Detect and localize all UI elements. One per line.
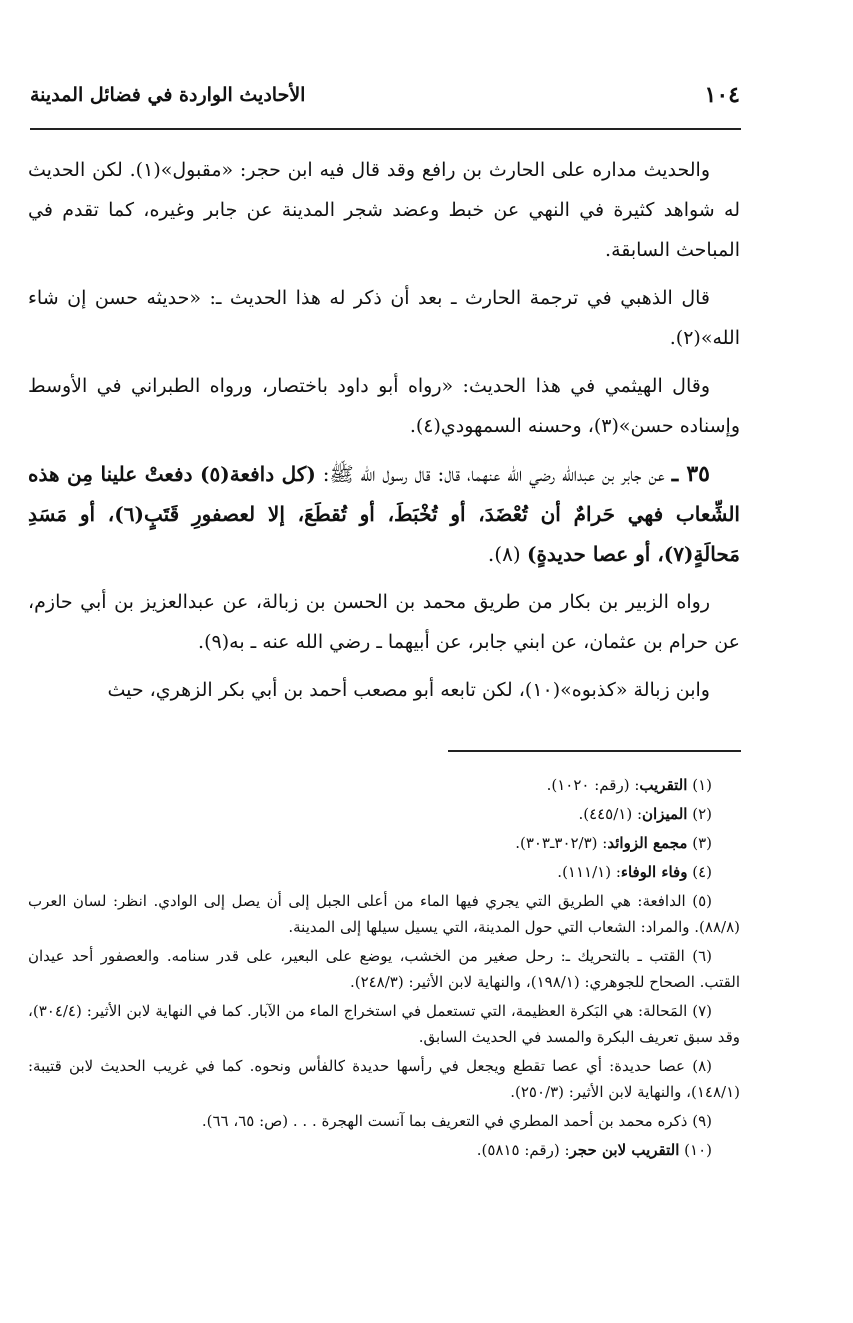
footnote-number: (١) xyxy=(692,776,712,794)
footnote-text: ذكره محمد بن أحمد المطري في التعريف بما آنست الهجرة . . . (ص: ٦٥، ٦٦). xyxy=(201,1112,688,1130)
header-rule xyxy=(30,128,741,130)
footnote-number: (٨) xyxy=(692,1057,712,1075)
hadith-text: (كل دافعة(٥) دفعتْ علينا مِن هذه الشِّعاب فهي حَرامٌ أن تُعْضَدَ، أو تُخْبَطَ، أو تُقطَعَ، إلا لعصفورِ قَتَبٍ(٦)، أو مَسَدِ مَحالَةٍ(٧)، أو عصا حديدةٍ) xyxy=(28,462,740,566)
footnote xyxy=(28,772,740,798)
footnote-source: التقريب لابن حجر xyxy=(569,1141,680,1159)
footnote-text: : (رقم: ١٠٢٠). xyxy=(546,776,640,794)
footnote-text: : (٤٤٥/١). xyxy=(578,805,643,823)
paragraph-3: وقال الهيثمي في هذا الحديث: «رواه أبو داود باختصار، ورواه الطبراني في الأوسط وإسناده حسن»(٣)، وحسنه السمهودي(٤). xyxy=(28,375,740,437)
paragraph-5: رواه الزبير بن بكار من طريق محمد بن الحسن بن زبالة، عن عبدالعزيز بن أبي حازم، عن حرام بن عثمان، عن ابني جابر، عن أبيهما ـ رضي الله عنه ـ به(٩). xyxy=(28,591,740,653)
footnote-source: وفاء الوفاء xyxy=(620,863,688,881)
page-header xyxy=(30,78,740,128)
footnote-source: التقريب xyxy=(639,776,688,794)
running-title: الأحاديث الواردة في فضائل المدينة xyxy=(30,84,306,106)
footnote-text: : (١١١/١). xyxy=(557,863,621,881)
paragraph-6: وابن زبالة «كذبوه»(١٠)، لكن تابعه أبو مصعب أحمد بن أبي بكر الزهري، حيث xyxy=(107,679,710,701)
footnote xyxy=(28,943,740,995)
footnote xyxy=(28,998,740,1050)
hadith-end: (٨). xyxy=(487,542,521,566)
footnote-number: (١٠) xyxy=(684,1141,712,1159)
hadith-intro: عن جابر بن عبدالله رضي الله عنهما، قال: قال رسول الله ﷺ: xyxy=(322,462,665,486)
footnote-number: (٦) xyxy=(692,947,712,965)
footnote-number: (٧) xyxy=(692,1002,712,1020)
footnote xyxy=(28,1108,740,1134)
footnote-rule xyxy=(448,750,741,752)
footnote-source: مجمع الزوائد xyxy=(607,834,688,852)
footnote xyxy=(28,801,740,827)
page-number: ١٠٤ xyxy=(704,82,740,108)
footnote-number: (٥) xyxy=(692,892,712,910)
footnote xyxy=(28,859,740,885)
footnote xyxy=(28,888,740,940)
footnote-number: (٩) xyxy=(692,1112,712,1130)
footnote xyxy=(28,1053,740,1105)
footnote-text: : (رقم: ٥٨١٥). xyxy=(476,1141,570,1159)
main-text xyxy=(28,150,740,718)
hadith-number: ٣٥ ـ xyxy=(671,461,710,487)
footnote-text: القتب ـ بالتحريك ـ: رحل صغير من الخشب، يوضع على البعير، على قدر سنامه. والعصفور أحد عيدان القتب. الصحاح للجوهري: (١٩٨/١)، والنهاية لابن الأثير: (٢٤٨/٣). xyxy=(28,947,740,991)
footnote-number: (٣) xyxy=(692,834,712,852)
footnotes xyxy=(28,772,740,1166)
footnote xyxy=(28,830,740,856)
hadith-35 xyxy=(28,454,740,574)
footnote-number: (٢) xyxy=(692,805,712,823)
paragraph-2: قال الذهبي في ترجمة الحارث ـ بعد أن ذكر له هذا الحديث ـ: «حديثه حسن إن شاء الله»(٢). xyxy=(28,287,740,349)
footnote xyxy=(28,1137,740,1163)
footnote-source: الميزان xyxy=(642,805,688,823)
footnote-number: (٤) xyxy=(692,863,712,881)
paragraph-1: والحديث مداره على الحارث بن رافع وقد قال فيه ابن حجر: «مقبول»(١). لكن الحديث له شواهد كثيرة في النهي عن خبط وعضد شجر المدينة عن جابر وغيره، كما تقدم في المباحث السابقة. xyxy=(28,159,740,261)
footnote-text: : (٣٠٢/٣ـ٣٠٣). xyxy=(515,834,608,852)
footnote-text: عصا حديدة: أي عصا تقطع ويجعل في رأسها حديدة كالفأس ونحوه. كما في غريب الحديث لابن قتيبة: (١٤٨/١)، والنهاية لابن الأثير: (٢٥٠/٣). xyxy=(28,1057,740,1101)
footnote-text: الدافعة: هي الطريق التي يجري فيها الماء من أعلى الجبل إلى أن يصل إلى الوادي. انظر: لسان العرب (٨٨/٨). والمراد: الشعاب التي حول المدينة، التي يسيل سيلها إلى المدينة. xyxy=(28,892,740,936)
footnote-text: المَحالة: هي البَكرة العظيمة، التي تستعمل في استخراج الماء من الآبار. كما في النهاية لابن الأثير: (٣٠٤/٤)، وقد سبق تعريف البكرة والمسد في الحديث السابق. xyxy=(28,1002,740,1046)
